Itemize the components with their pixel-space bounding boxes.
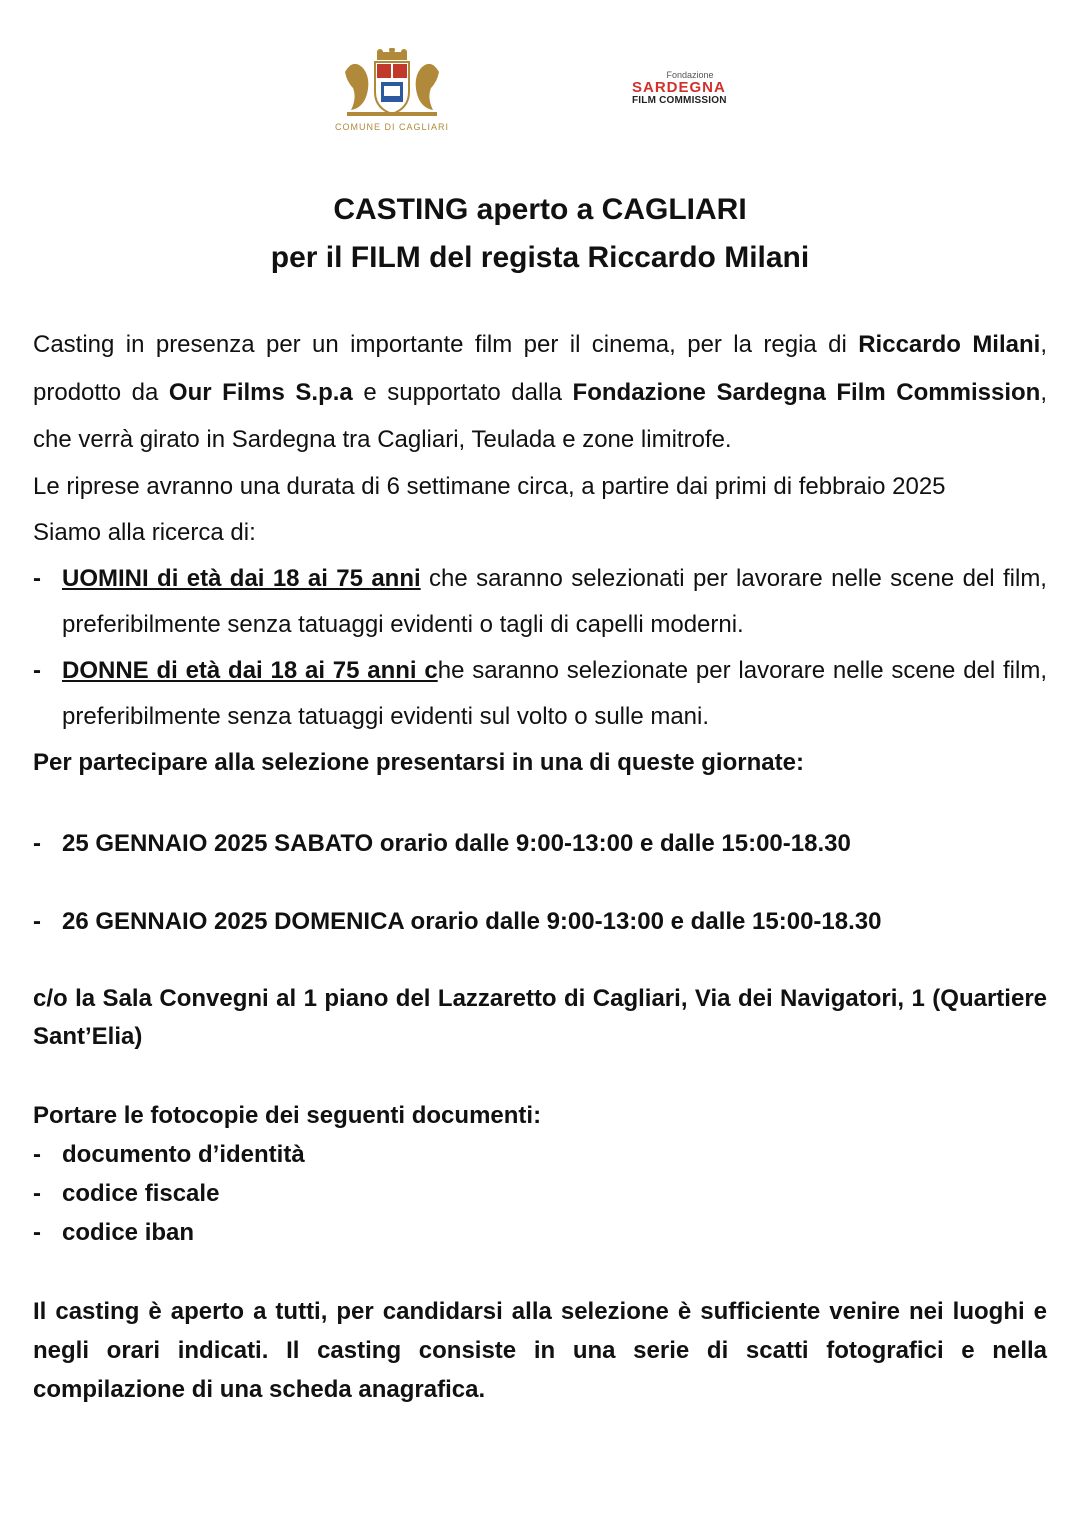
sardegna-film-commission-logo: [632, 70, 762, 110]
donne-text: he saranno selezionate per lavorare nelle scene del film, preferibilmente senza tatuaggi evidenti sul volto o sulle mani.: [62, 656, 1047, 730]
comune-di-cagliari-logo: [332, 48, 452, 138]
uomini-text: che saranno selezionati per lavorare nelle scene del film, preferibilmente senza tatuaggi evidenti o tagli di capelli moderni.: [62, 564, 1047, 638]
logos-header: [0, 40, 1080, 140]
location-paragraph: c/o la Sala Convegni al 1 piano del Lazzaretto di Cagliari, Via dei Navigatori, 1 (Quartiere Sant’Elia): [33, 984, 1047, 1050]
document-body: [33, 321, 1047, 1409]
date-1-hours: orario dalle 9:00-13:00 e dalle 15:00-18.30: [373, 829, 851, 857]
bullet-dash: -: [33, 829, 41, 857]
document-item-text: codice fiscale: [62, 1179, 220, 1207]
sfc-logo-main-text: [632, 80, 762, 95]
bullet-dash: -: [33, 1140, 41, 1168]
date-2-day: 26 GENNAIO 2025 DOMENICA: [62, 907, 404, 935]
date-item-1: [33, 824, 1047, 864]
document-item-1: [33, 1135, 1047, 1174]
bullet-dash: -: [33, 1218, 41, 1246]
document-item-text: documento d’identità: [62, 1140, 305, 1168]
bullet-dash: -: [33, 564, 41, 592]
title-line-2: per il FILM del regista Riccardo Milani: [270, 241, 810, 274]
film-commission-name: Fondazione Sardegna Film Commission: [572, 378, 1041, 406]
intro-paragraph: [33, 321, 1047, 464]
bullet-dash: -: [33, 656, 41, 684]
partecipare-line: Per partecipare alla selezione presentarsi in una di queste giornate:: [33, 748, 804, 776]
sfc-logo-sub-text: FILM COMMISSION: [632, 95, 727, 106]
intro-text-4: , che verrà girato in Sardegna tra Cagliari, Teulada e zone limitrofe.: [33, 378, 1047, 453]
ricerca-line: Siamo alla ricerca di:: [33, 518, 256, 546]
coat-of-arms-icon: [337, 48, 447, 120]
intro-text-1: Casting in presenza per un importante film per il cinema, per la regia di: [33, 331, 859, 358]
production-company: Our Films S.p.a: [168, 378, 353, 406]
closing-paragraph: Il casting è aperto a tutti, per candidarsi alla selezione è sufficiente venire nei luoghi e negli orari indicati. Il casting consiste in una serie di scatti fotografici e nella compilazione di una scheda anagrafica.: [33, 1297, 1047, 1403]
date-2-hours: orario dalle 9:00-13:00 e dalle 15:00-18.30: [403, 907, 882, 935]
date-1-day: 25 GENNAIO 2025 SABATO: [62, 829, 374, 857]
uomini-bullet: [33, 556, 1047, 648]
riprese-paragraph: Le riprese avranno una durata di 6 settimane circa, a partire dai primi di febbraio 2025: [33, 472, 946, 500]
bullet-dash: -: [33, 1179, 41, 1207]
donne-heading: DONNE di età dai 18 ai 75 anni c: [62, 656, 438, 684]
uomini-heading: UOMINI di età dai 18 ai 75 anni: [62, 564, 421, 592]
page-title: [0, 186, 1080, 282]
document-item-3: [33, 1213, 1047, 1252]
comune-logo-text: COMUNE DI CAGLIARI: [334, 122, 449, 132]
sfc-logo-main-colored: SARDEGNA: [632, 79, 726, 96]
intro-text-3: e supportato dalla: [352, 378, 573, 406]
date-item-2: [33, 902, 1047, 942]
bullet-dash: -: [33, 907, 41, 935]
donne-bullet: [33, 648, 1047, 740]
sfc-logo-small-text: Fondazione: [666, 70, 714, 80]
document-item-2: [33, 1174, 1047, 1213]
documents-heading: Portare le fotocopie dei seguenti documenti:: [33, 1101, 542, 1129]
intro-text-2: , prodotto da: [33, 331, 1047, 406]
document-item-text: codice iban: [62, 1218, 195, 1246]
title-line-1: CASTING aperto a CAGLIARI: [333, 193, 747, 226]
director-name: Riccardo Milani: [858, 331, 1041, 358]
